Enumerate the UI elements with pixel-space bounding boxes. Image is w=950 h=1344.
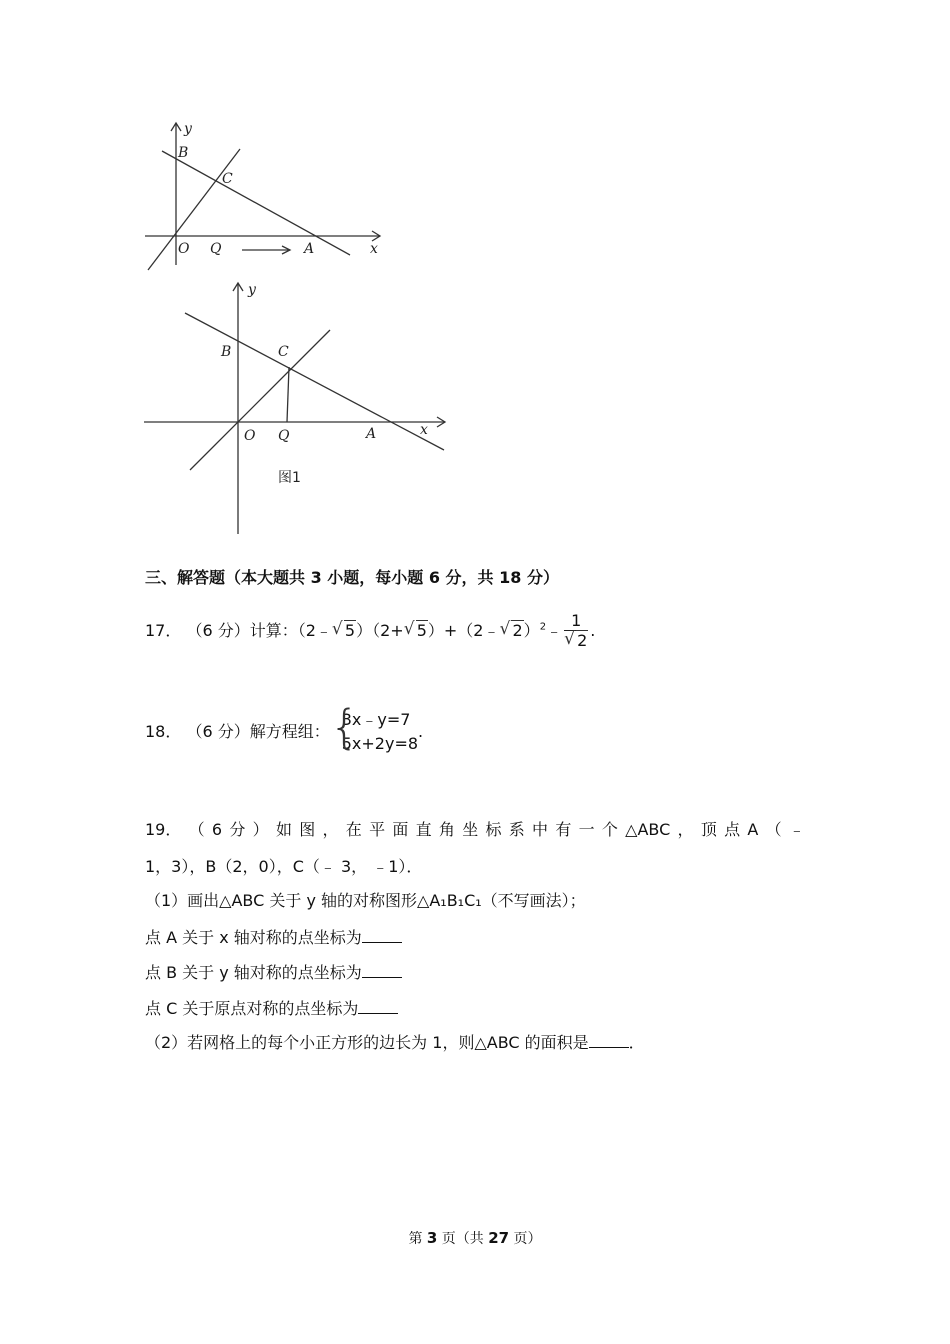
equation-1: 3x﹣y=7	[341, 710, 411, 729]
page-number: 3	[426, 1229, 438, 1247]
exponent: 2	[539, 621, 547, 633]
sqrt-2: √ 2	[499, 620, 523, 642]
label-q: Q	[278, 428, 290, 444]
q18-number: 18．	[145, 722, 182, 741]
sqrt-5: √ 5	[404, 620, 428, 642]
section-title: 三、解答题（本大题共 3 小题，每小题 6 分，共 18 分）	[145, 568, 559, 587]
label-o: O	[244, 428, 256, 444]
equation-system: { 3x﹣y=7 5x+2y=8	[329, 700, 419, 754]
label-b: B	[178, 145, 189, 161]
point-a-reflection: 点 A 关于 x 轴对称的点坐标为	[145, 927, 402, 949]
figure-moving-point	[140, 115, 390, 275]
answer-blank	[362, 928, 402, 943]
page-footer: 第 3 页（共 27 页）	[408, 1229, 542, 1247]
label-a: A	[366, 426, 377, 442]
q18-prefix: （6 分）解方程组：	[186, 722, 330, 741]
question-19-line-2: 1，3），B（2，0），C（﹣ 3， ﹣1）．	[145, 857, 423, 876]
total-pages: 27	[488, 1229, 510, 1247]
sqrt-5: √ 5	[332, 620, 356, 642]
segment-cq	[287, 367, 289, 422]
line-oc	[190, 330, 330, 470]
label-y: y	[184, 121, 192, 137]
q17-prefix: （6 分）计算：（2﹣	[186, 621, 332, 640]
label-q: Q	[210, 241, 222, 257]
answer-blank	[589, 1033, 629, 1048]
label-o: O	[178, 241, 190, 257]
answer-blank	[358, 999, 398, 1014]
line-ab	[162, 151, 350, 255]
point-c-reflection: 点 C 关于原点对称的点坐标为	[145, 998, 398, 1020]
label-x: x	[370, 241, 378, 257]
question-17: 17． （6 分）计算：（2﹣√ 5）（2+√ 5）+（2﹣√ 2）$^2$﹣ 1 √ 2 .	[145, 612, 595, 651]
point-b-reflection: 点 B 关于 y 轴对称的点坐标为	[145, 962, 402, 984]
label-y: y	[248, 282, 256, 298]
line-ab	[185, 313, 444, 450]
answer-blank	[362, 963, 402, 978]
label-c: C	[222, 171, 233, 187]
question-19-line-1: 19． （ 6 分 ） 如 图 ， 在 平 面 直 角 坐 标 系 中 有 一 个 △ABC ， 顶 点 A （ ﹣	[145, 820, 805, 839]
q17-number: 17．	[145, 621, 182, 640]
equation-2: 5x+2y=8	[341, 734, 419, 753]
question-18: 18． （6 分）解方程组： { 3x﹣y=7 5x+2y=8 .	[145, 700, 424, 754]
label-b: B	[221, 344, 232, 360]
line-oc	[148, 149, 240, 270]
figure-1	[140, 278, 460, 538]
fraction-one-over-root-two: 1 √ 2	[564, 612, 588, 651]
question-19-part-1: （1）画出△ABC 关于 y 轴的对称图形△A₁B₁C₁（不写画法）；	[145, 891, 586, 910]
label-x: x	[420, 422, 428, 438]
question-19-part-2: （2）若网格上的每个小正方形的边长为 1，则△ABC 的面积是 ．	[145, 1033, 645, 1052]
label-c: C	[278, 344, 289, 360]
figure-caption: 图1	[278, 470, 301, 486]
label-a: A	[304, 241, 315, 257]
